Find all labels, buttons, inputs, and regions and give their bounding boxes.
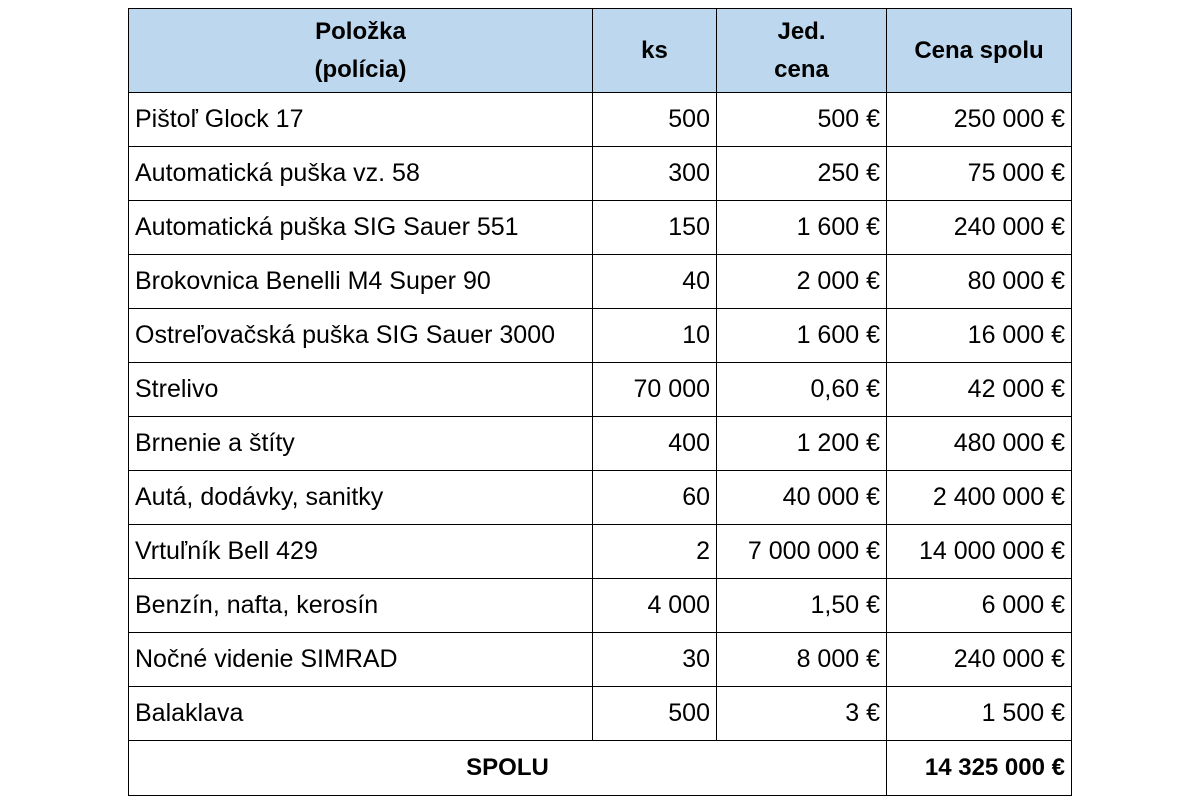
row-item: Automatická puška SIG Sauer 551 <box>129 201 593 255</box>
row-qty: 10 <box>593 309 717 363</box>
row-item: Balaklava <box>129 687 593 741</box>
header-item <box>129 9 593 93</box>
row-total-price: 6 000 € <box>887 579 1072 633</box>
header-item-line2: (polícia) <box>314 55 407 83</box>
row-unit-price: 40 000 € <box>717 471 887 525</box>
header-unit-line1: Jed. <box>777 17 826 45</box>
row-qty: 4 000 <box>593 579 717 633</box>
row-total-price: 80 000 € <box>887 255 1072 309</box>
row-total-price: 75 000 € <box>887 147 1072 201</box>
row-qty: 60 <box>593 471 717 525</box>
row-total-price: 42 000 € <box>887 363 1072 417</box>
table-row <box>129 255 1072 309</box>
row-total-price: 240 000 € <box>887 201 1072 255</box>
row-total-price: 14 000 000 € <box>887 525 1072 579</box>
row-total-price: 250 000 € <box>887 93 1072 147</box>
row-unit-price: 1 600 € <box>717 309 887 363</box>
table-row <box>129 471 1072 525</box>
row-total-price: 240 000 € <box>887 633 1072 687</box>
table-row <box>129 93 1072 147</box>
row-item: Pištoľ Glock 17 <box>129 93 593 147</box>
header-qty: ks <box>593 9 717 93</box>
row-item: Strelivo <box>129 363 593 417</box>
row-unit-price: 1 600 € <box>717 201 887 255</box>
row-qty: 70 000 <box>593 363 717 417</box>
header-item-line1: Položka <box>315 17 406 45</box>
row-qty: 500 <box>593 687 717 741</box>
table-row <box>129 309 1072 363</box>
row-unit-price: 2 000 € <box>717 255 887 309</box>
row-unit-price: 3 € <box>717 687 887 741</box>
row-item: Autá, dodávky, sanitky <box>129 471 593 525</box>
price-table <box>128 8 1072 796</box>
row-item: Vrtuľník Bell 429 <box>129 525 593 579</box>
row-total-price: 480 000 € <box>887 417 1072 471</box>
row-unit-price: 8 000 € <box>717 633 887 687</box>
row-unit-price: 1,50 € <box>717 579 887 633</box>
table-row <box>129 147 1072 201</box>
table-row <box>129 687 1072 741</box>
header-unit-line2: cena <box>774 55 829 83</box>
total-value: 14 325 000 € <box>887 741 1072 796</box>
table-row <box>129 417 1072 471</box>
row-qty: 400 <box>593 417 717 471</box>
row-item: Benzín, nafta, kerosín <box>129 579 593 633</box>
header-total-price: Cena spolu <box>887 9 1072 93</box>
row-qty: 40 <box>593 255 717 309</box>
row-item: Ostreľovačská puška SIG Sauer 3000 <box>129 309 593 363</box>
header-row <box>129 9 1072 93</box>
total-row <box>129 741 1072 796</box>
row-qty: 150 <box>593 201 717 255</box>
row-item: Brnenie a štíty <box>129 417 593 471</box>
row-qty: 500 <box>593 93 717 147</box>
table-row <box>129 525 1072 579</box>
row-qty: 30 <box>593 633 717 687</box>
row-total-price: 2 400 000 € <box>887 471 1072 525</box>
table-row <box>129 201 1072 255</box>
row-unit-price: 7 000 000 € <box>717 525 887 579</box>
row-qty: 2 <box>593 525 717 579</box>
row-qty: 300 <box>593 147 717 201</box>
table-row <box>129 579 1072 633</box>
row-unit-price: 500 € <box>717 93 887 147</box>
row-unit-price: 250 € <box>717 147 887 201</box>
total-label: SPOLU <box>129 741 887 796</box>
header-unit-price <box>717 9 887 93</box>
row-unit-price: 1 200 € <box>717 417 887 471</box>
row-item: Automatická puška vz. 58 <box>129 147 593 201</box>
row-item: Nočné videnie SIMRAD <box>129 633 593 687</box>
row-item: Brokovnica Benelli M4 Super 90 <box>129 255 593 309</box>
row-total-price: 1 500 € <box>887 687 1072 741</box>
table-row <box>129 363 1072 417</box>
row-unit-price: 0,60 € <box>717 363 887 417</box>
table-row <box>129 633 1072 687</box>
row-total-price: 16 000 € <box>887 309 1072 363</box>
